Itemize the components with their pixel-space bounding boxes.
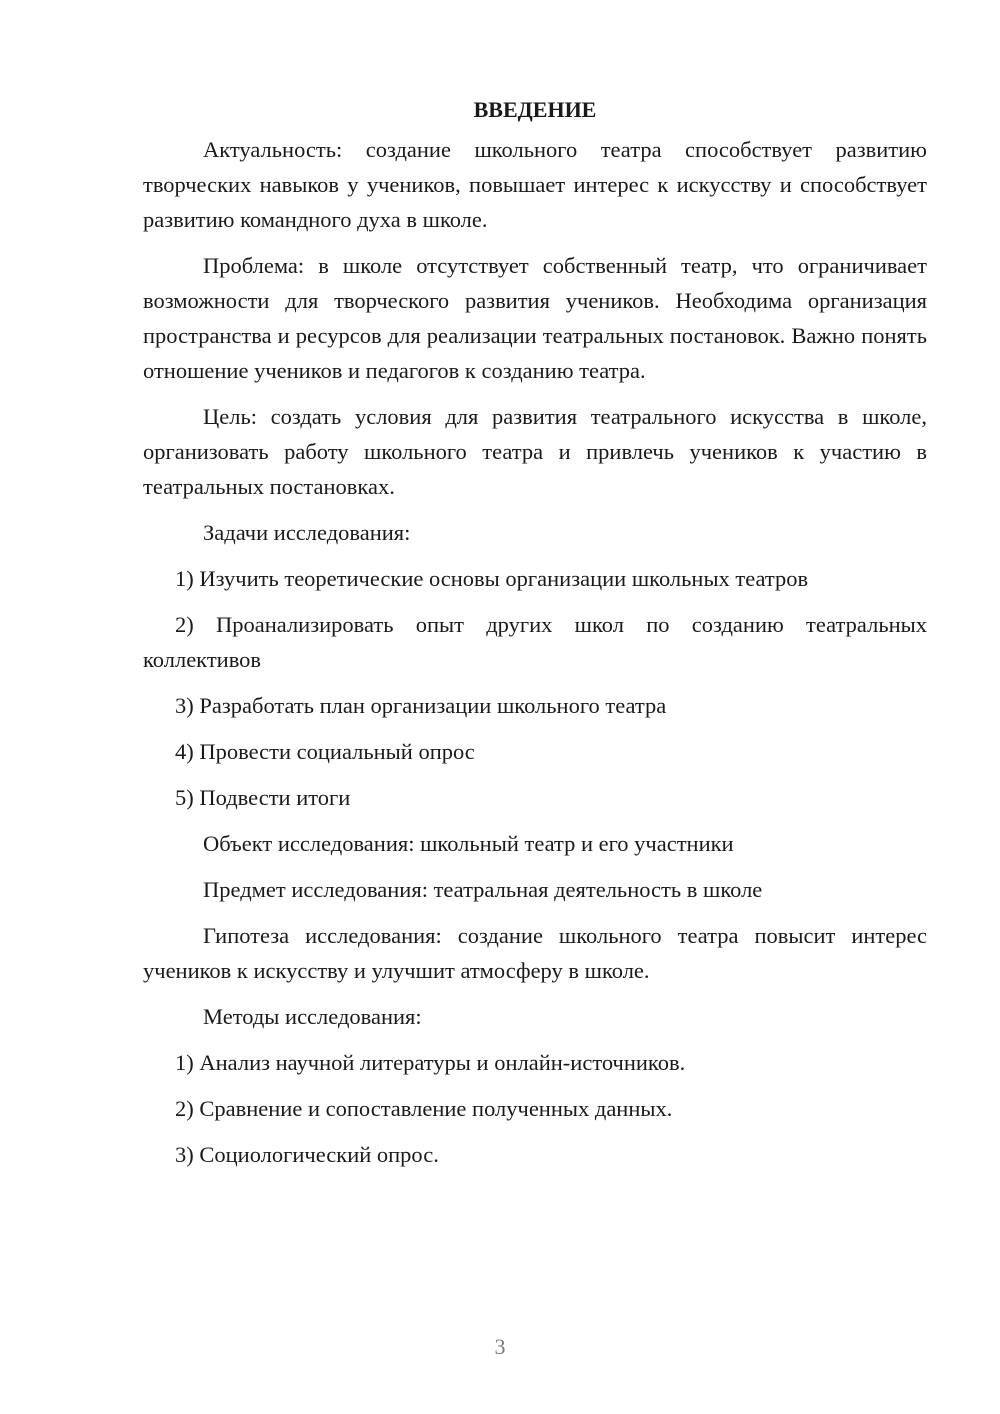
method-item: 2) Сравнение и сопоставление полученных данных. xyxy=(175,1096,673,1121)
object-paragraph: Объект исследования: школьный театр и его участники xyxy=(203,831,734,856)
goal-paragraph: Цель: создать условия для развития театрального искусства в школе, организовать работу школьного театра и привлечь учеников к участию в театральных постановках. xyxy=(143,404,927,499)
relevance-paragraph: Актуальность: создание школьного театра способствует развитию творческих навыков у учеников, повышает интерес к искусству и способствует развитию командного духа в школе. xyxy=(143,137,927,232)
task-item: 1) Изучить теоретические основы организации школьных театров xyxy=(175,566,809,591)
page-content xyxy=(143,92,927,1183)
tasks-label: Задачи исследования: xyxy=(203,520,411,545)
hypothesis-paragraph: Гипотеза исследования: создание школьного театра повысит интерес учеников к искусству и улучшит атмосферу в школе. xyxy=(143,923,927,983)
methods-label: Методы исследования: xyxy=(203,1004,422,1029)
page-number: 3 xyxy=(494,1334,506,1359)
task-item: 4) Провести социальный опрос xyxy=(175,739,475,764)
task-item: 5) Подвести итоги xyxy=(175,785,351,810)
subject-paragraph: Предмет исследования: театральная деятельность в школе xyxy=(203,877,763,902)
section-heading: ВВЕДЕНИЕ xyxy=(473,97,597,122)
task-item: 3) Разработать план организации школьного театра xyxy=(175,693,667,718)
problem-paragraph: Проблема: в школе отсутствует собственный театр, что ограничивает возможности для творческого развития учеников. Необходима организация пространства и ресурсов для реализации театральных постановок. Важно понять отношение учеников и педагогов к созданию театра. xyxy=(143,253,927,383)
task-item: 2) Проанализировать опыт других школ по созданию театральных коллективов xyxy=(143,612,927,672)
method-item: 1) Анализ научной литературы и онлайн-источников. xyxy=(175,1050,686,1075)
method-item: 3) Социологический опрос. xyxy=(175,1142,439,1167)
